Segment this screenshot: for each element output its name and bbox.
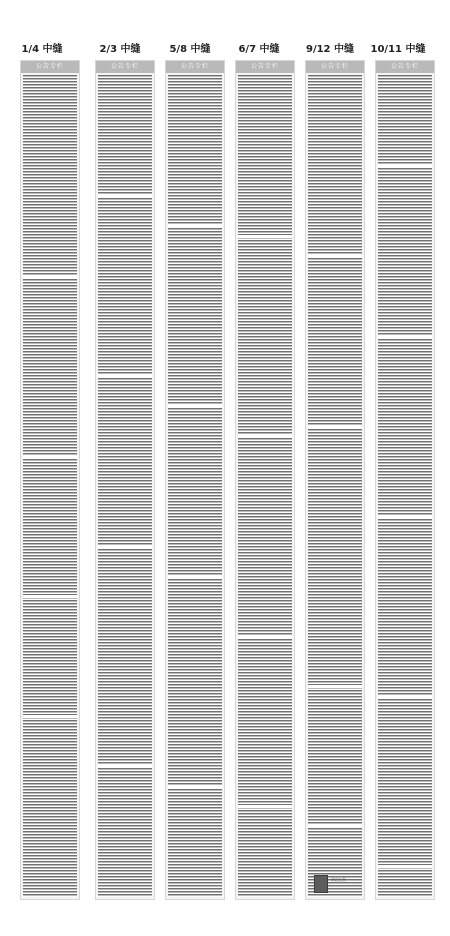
column-header: 公告专栏 — [21, 61, 79, 73]
column-label-6-7: 6/7 中缝 — [238, 44, 280, 55]
column-header: 公告专栏 — [96, 61, 154, 73]
announcement-text-block — [378, 75, 432, 897]
announcement-text-block — [168, 75, 222, 897]
column-header: 公告专栏 — [166, 61, 224, 73]
column-strip-5-8 — [165, 60, 225, 900]
column-label-10-11: 10/11 中缝 — [370, 44, 426, 55]
column-strip-10-11 — [375, 60, 435, 900]
column-strip-2-3 — [95, 60, 155, 900]
missing-person-photo — [314, 875, 328, 893]
announcement-text-block — [98, 75, 152, 897]
column-header: 公告专栏 — [236, 61, 294, 73]
column-strip-9-12 — [305, 60, 365, 900]
column-label-9-12: 9/12 中缝 — [305, 44, 354, 55]
announcement-text-block — [238, 75, 292, 897]
column-strip-1-4 — [20, 60, 80, 900]
column-header: 公告专栏 — [376, 61, 434, 73]
announcement-text-block — [23, 75, 77, 897]
notice-title: 寻启公告 — [330, 877, 346, 882]
column-header: 公告专栏 — [306, 61, 364, 73]
announcement-text-block — [308, 75, 362, 897]
column-label-1-4: 1/4 中缝 — [21, 44, 63, 55]
column-label-2-3: 2/3 中缝 — [99, 44, 141, 55]
column-strip-6-7 — [235, 60, 295, 900]
column-label-5-8: 5/8 中缝 — [169, 44, 211, 55]
